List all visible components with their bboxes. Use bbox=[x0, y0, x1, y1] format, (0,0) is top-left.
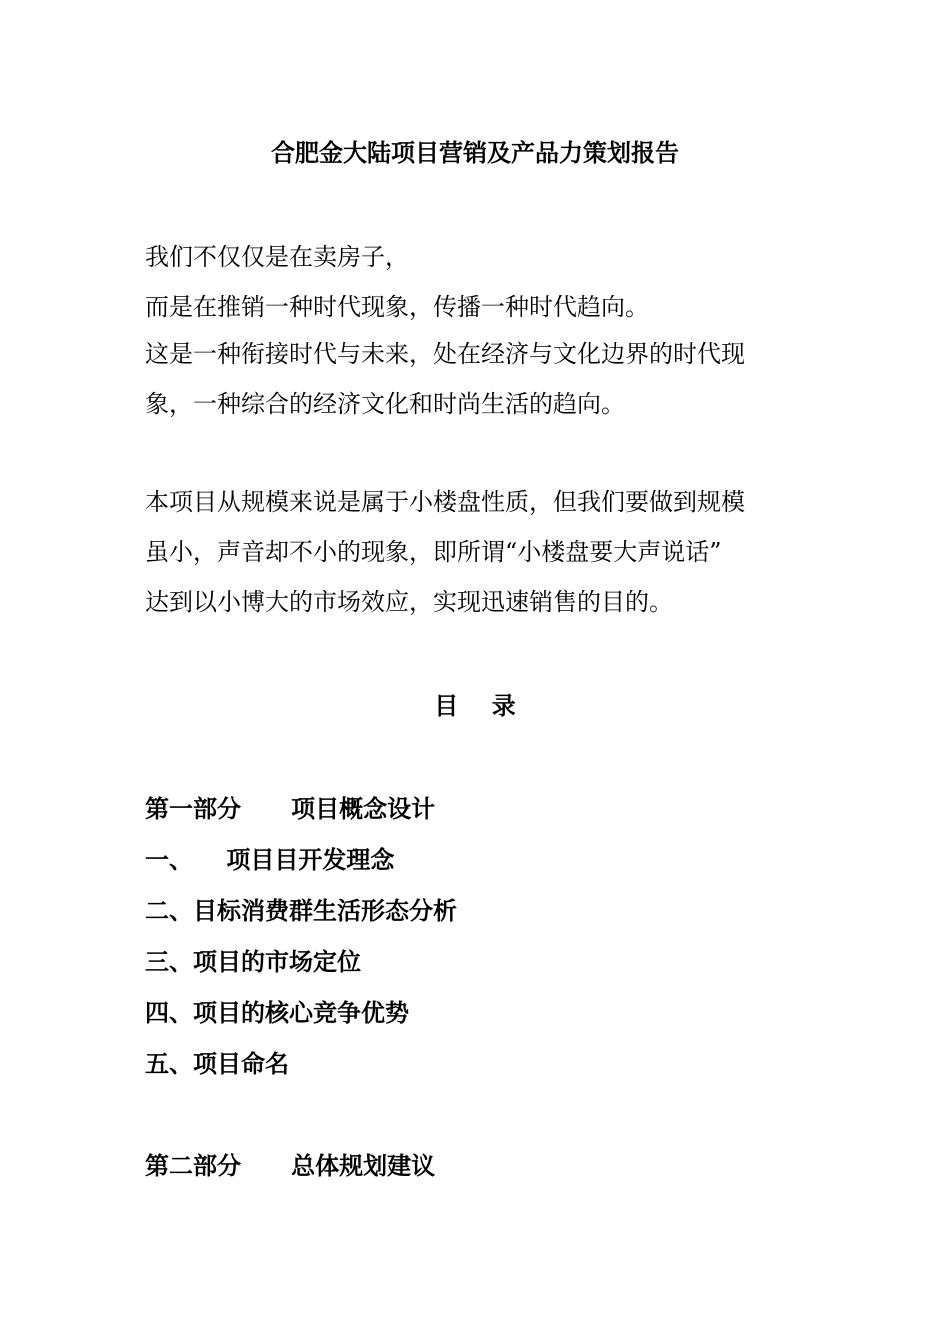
toc-item: 四、项目的核心竞争优势 bbox=[145, 998, 409, 1027]
summary-line-1: 本项目从规模来说是属于小楼盘性质，但我们要做到规模 bbox=[145, 488, 745, 516]
intro-line-1: 我们不仅仅是在卖房子， bbox=[145, 243, 409, 271]
toc-item: 三、项目的市场定位 bbox=[145, 947, 361, 976]
toc-item: 一、 项目目开发理念 bbox=[145, 845, 395, 874]
toc-heading: 目 录 bbox=[434, 691, 516, 720]
intro-line-3: 这是一种衔接时代与未来，处在经济与文化边界的时代现 bbox=[145, 340, 745, 368]
toc-part2-title: 第二部分 总体规划建议 bbox=[145, 1151, 436, 1180]
summary-line-2: 虽小，声音却不小的现象，即所谓“小楼盘要大声说话” bbox=[145, 538, 722, 566]
intro-line-4: 象，一种综合的经济文化和时尚生活的趋向。 bbox=[145, 390, 625, 418]
document-title: 合肥金大陆项目营销及产品力策划报告 bbox=[271, 138, 679, 167]
toc-item: 五、项目命名 bbox=[145, 1049, 289, 1078]
toc-part1-title: 第一部分 项目概念设计 bbox=[145, 794, 436, 823]
toc-item: 二、目标消费群生活形态分析 bbox=[145, 896, 457, 925]
intro-line-2: 而是在推销一种时代现象，传播一种时代趋向。 bbox=[145, 293, 649, 321]
summary-line-3: 达到以小博大的市场效应，实现迅速销售的目的。 bbox=[145, 588, 673, 616]
